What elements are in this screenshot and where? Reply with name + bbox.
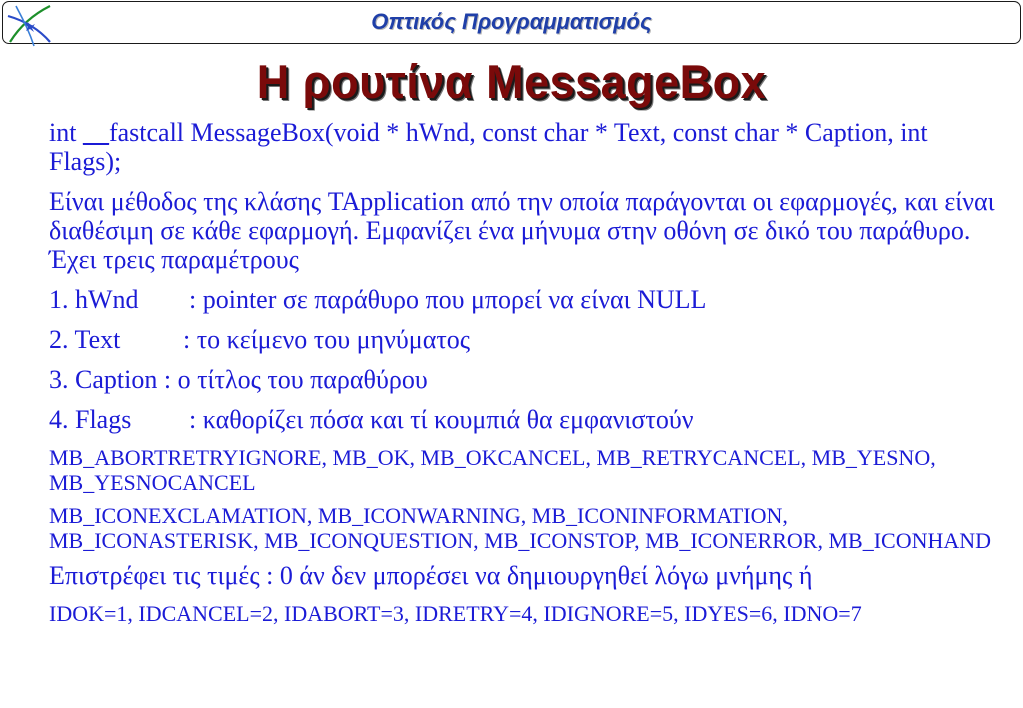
param-item: 4. Flags : καθορίζει πόσα και τί κουμπιά θα εμφανιστούν	[49, 405, 694, 434]
param-item: 1. hWnd : pointer σε παράθυρο που μπορεί να είναι NULL	[49, 285, 707, 314]
param-item: 3. Caption : ο τίτλος του παραθύρου	[49, 365, 428, 394]
return-values-list: IDOK=1, IDCANCEL=2, IDABORT=3, IDRETRY=4, IDIGNORE=5, IDYES=6, IDNO=7	[49, 601, 862, 626]
return-description: Επιστρέφει τις τιμές : 0 άν δεν μπορέσει να δημιουργηθεί λόγω μνήμης ή	[49, 561, 813, 590]
function-signature: int __fastcall MessageBox(void * hWnd, const char * Text, const char * Caption, int Flags);	[49, 118, 928, 176]
button-flags-list: MB_ABORTRETRYIGNORE, MB_OK, MB_OKCANCEL, MB_RETRYCANCEL, MB_YESNO, MB_YESNOCANCEL	[49, 445, 936, 495]
param-item: 2. Text : το κείμενο του μηνύματος	[49, 325, 471, 354]
star-logo-icon	[4, 2, 54, 48]
description-paragraph: Είναι μέθοδος της κλάσης TApplication από την οποία παράγονται οι εφαρμογές, και είναι διαθέσιμη σε κάθε εφαρμογή. Εμφανίζει ένα μήνυμα στην οθόνη σε δικό του παράθυρο. Έχει τρεις παραμέτρους	[49, 187, 995, 274]
header-title: Οπτικός Προγραμματισμός	[371, 9, 652, 34]
slide-title: Η ρουτίνα MessageBox	[256, 54, 767, 109]
icon-flags-list: MB_ICONEXCLAMATION, MB_ICONWARNING, MB_ICONINFORMATION, MB_ICONASTERISK, MB_ICONQUESTION, MB_ICONSTOP, MB_ICONERROR, MB_ICONHAND	[49, 503, 992, 553]
slide-content	[49, 118, 999, 634]
header-bar	[2, 1, 1021, 44]
